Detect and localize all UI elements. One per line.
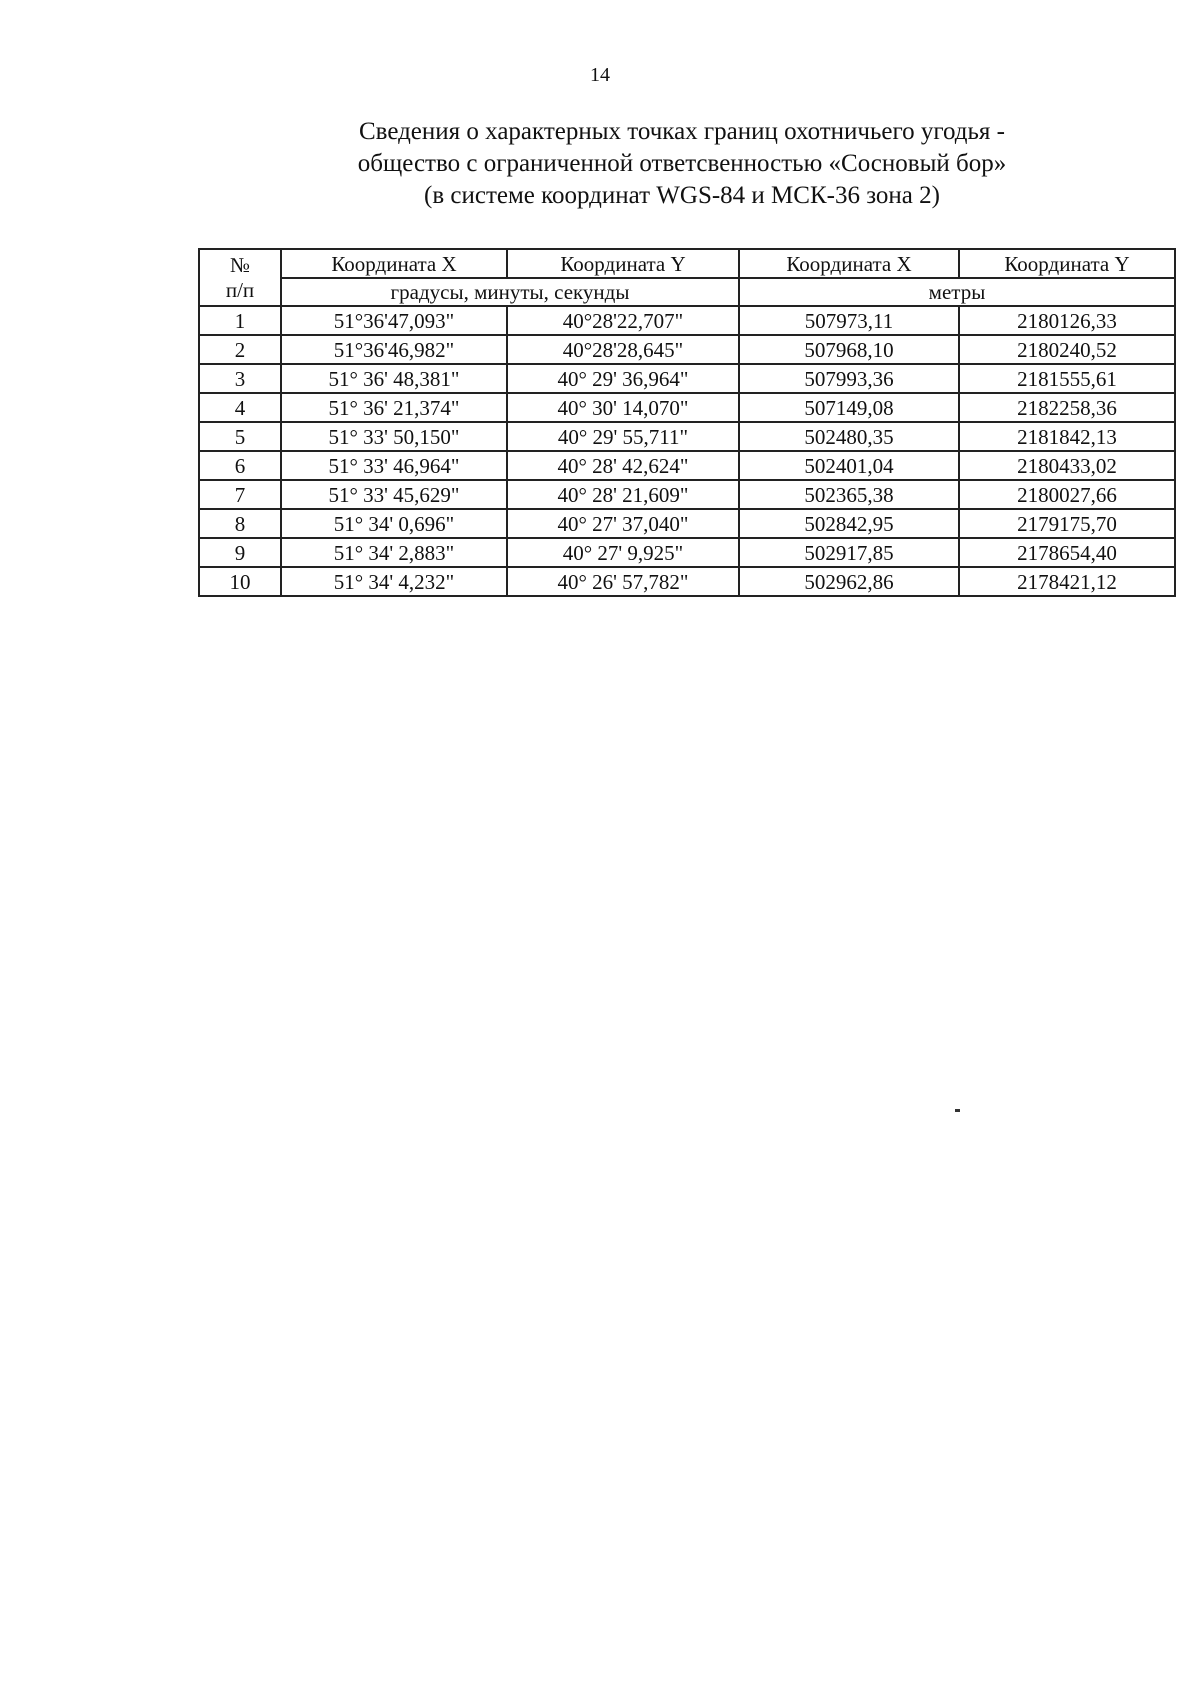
cell-meters-y: 2181555,61 <box>959 364 1175 393</box>
units-row <box>199 278 1175 306</box>
row-number: 9 <box>199 538 281 567</box>
cell-meters-y: 2180240,52 <box>959 335 1175 364</box>
row-number: 1 <box>199 306 281 335</box>
cell-meters-y: 2181842,13 <box>959 422 1175 451</box>
row-number: 5 <box>199 422 281 451</box>
table-row <box>199 364 1175 393</box>
cell-degrees-x: 51° 34' 4,232" <box>281 567 507 596</box>
cell-meters-y: 2180126,33 <box>959 306 1175 335</box>
table-row <box>199 480 1175 509</box>
cell-degrees-x: 51°36'47,093" <box>281 306 507 335</box>
cell-degrees-y: 40° 27' 37,040" <box>507 509 739 538</box>
cell-meters-x: 502480,35 <box>739 422 959 451</box>
header-degrees-x: Координата X <box>281 249 507 278</box>
cell-degrees-x: 51° 34' 0,696" <box>281 509 507 538</box>
cell-meters-x: 502842,95 <box>739 509 959 538</box>
header-number-line-2: п/п <box>225 277 255 302</box>
row-number: 2 <box>199 335 281 364</box>
cell-meters-x: 502962,86 <box>739 567 959 596</box>
cell-degrees-y: 40° 26' 57,782" <box>507 567 739 596</box>
header-degrees-y: Координата Y <box>507 249 739 278</box>
cell-meters-y: 2180433,02 <box>959 451 1175 480</box>
cell-meters-x: 502917,85 <box>739 538 959 567</box>
header-number <box>199 249 281 306</box>
cell-degrees-y: 40°28'22,707" <box>507 306 739 335</box>
cell-meters-x: 507993,36 <box>739 364 959 393</box>
row-number: 6 <box>199 451 281 480</box>
units-degrees: градусы, минуты, секунды <box>281 278 739 306</box>
row-number: 7 <box>199 480 281 509</box>
row-number: 8 <box>199 509 281 538</box>
cell-meters-x: 507968,10 <box>739 335 959 364</box>
row-number: 4 <box>199 393 281 422</box>
cell-degrees-y: 40° 29' 55,711" <box>507 422 739 451</box>
row-number: 10 <box>199 567 281 596</box>
cell-degrees-x: 51° 33' 50,150" <box>281 422 507 451</box>
header-meters-y: Координата Y <box>959 249 1175 278</box>
cell-degrees-y: 40°28'28,645" <box>507 335 739 364</box>
table-row <box>199 393 1175 422</box>
table-row <box>199 538 1175 567</box>
cell-meters-y: 2182258,36 <box>959 393 1175 422</box>
cell-degrees-x: 51° 34' 2,883" <box>281 538 507 567</box>
cell-degrees-y: 40° 30' 14,070" <box>507 393 739 422</box>
cell-degrees-x: 51° 33' 46,964" <box>281 451 507 480</box>
cell-meters-x: 502401,04 <box>739 451 959 480</box>
units-meters: метры <box>739 278 1175 306</box>
cell-degrees-x: 51° 36' 21,374" <box>281 393 507 422</box>
cell-degrees-y: 40° 27' 9,925" <box>507 538 739 567</box>
title-line-1: Сведения о характерных точках границ охотничьего угодья - <box>358 118 1005 145</box>
header-row <box>199 249 1175 278</box>
cell-meters-x: 502365,38 <box>739 480 959 509</box>
cell-meters-y: 2178421,12 <box>959 567 1175 596</box>
row-number: 3 <box>199 364 281 393</box>
cell-meters-x: 507149,08 <box>739 393 959 422</box>
coordinates-table <box>198 248 1176 597</box>
cell-meters-y: 2178654,40 <box>959 538 1175 567</box>
page-number: 14 <box>590 64 610 86</box>
title-line-3: (в системе координат WGS-84 и МСК-36 зона 2) <box>424 182 940 209</box>
title-line-2: общество с ограниченной ответсвенностью «Сосновый бор» <box>357 150 1007 177</box>
cell-degrees-y: 40° 29' 36,964" <box>507 364 739 393</box>
table-row <box>199 335 1175 364</box>
cell-degrees-y: 40° 28' 21,609" <box>507 480 739 509</box>
cell-degrees-x: 51°36'46,982" <box>281 335 507 364</box>
cell-meters-y: 2180027,66 <box>959 480 1175 509</box>
cell-degrees-x: 51° 33' 45,629" <box>281 480 507 509</box>
table-row <box>199 567 1175 596</box>
document-title <box>262 116 1102 212</box>
table-row <box>199 451 1175 480</box>
table-row <box>199 422 1175 451</box>
table-row <box>199 509 1175 538</box>
cell-meters-y: 2179175,70 <box>959 509 1175 538</box>
cell-degrees-x: 51° 36' 48,381" <box>281 364 507 393</box>
scan-speck <box>955 1109 960 1112</box>
table-row <box>199 306 1175 335</box>
header-meters-x: Координата X <box>739 249 959 278</box>
header-number-line-1: № <box>229 252 251 277</box>
cell-degrees-y: 40° 28' 42,624" <box>507 451 739 480</box>
cell-meters-x: 507973,11 <box>739 306 959 335</box>
